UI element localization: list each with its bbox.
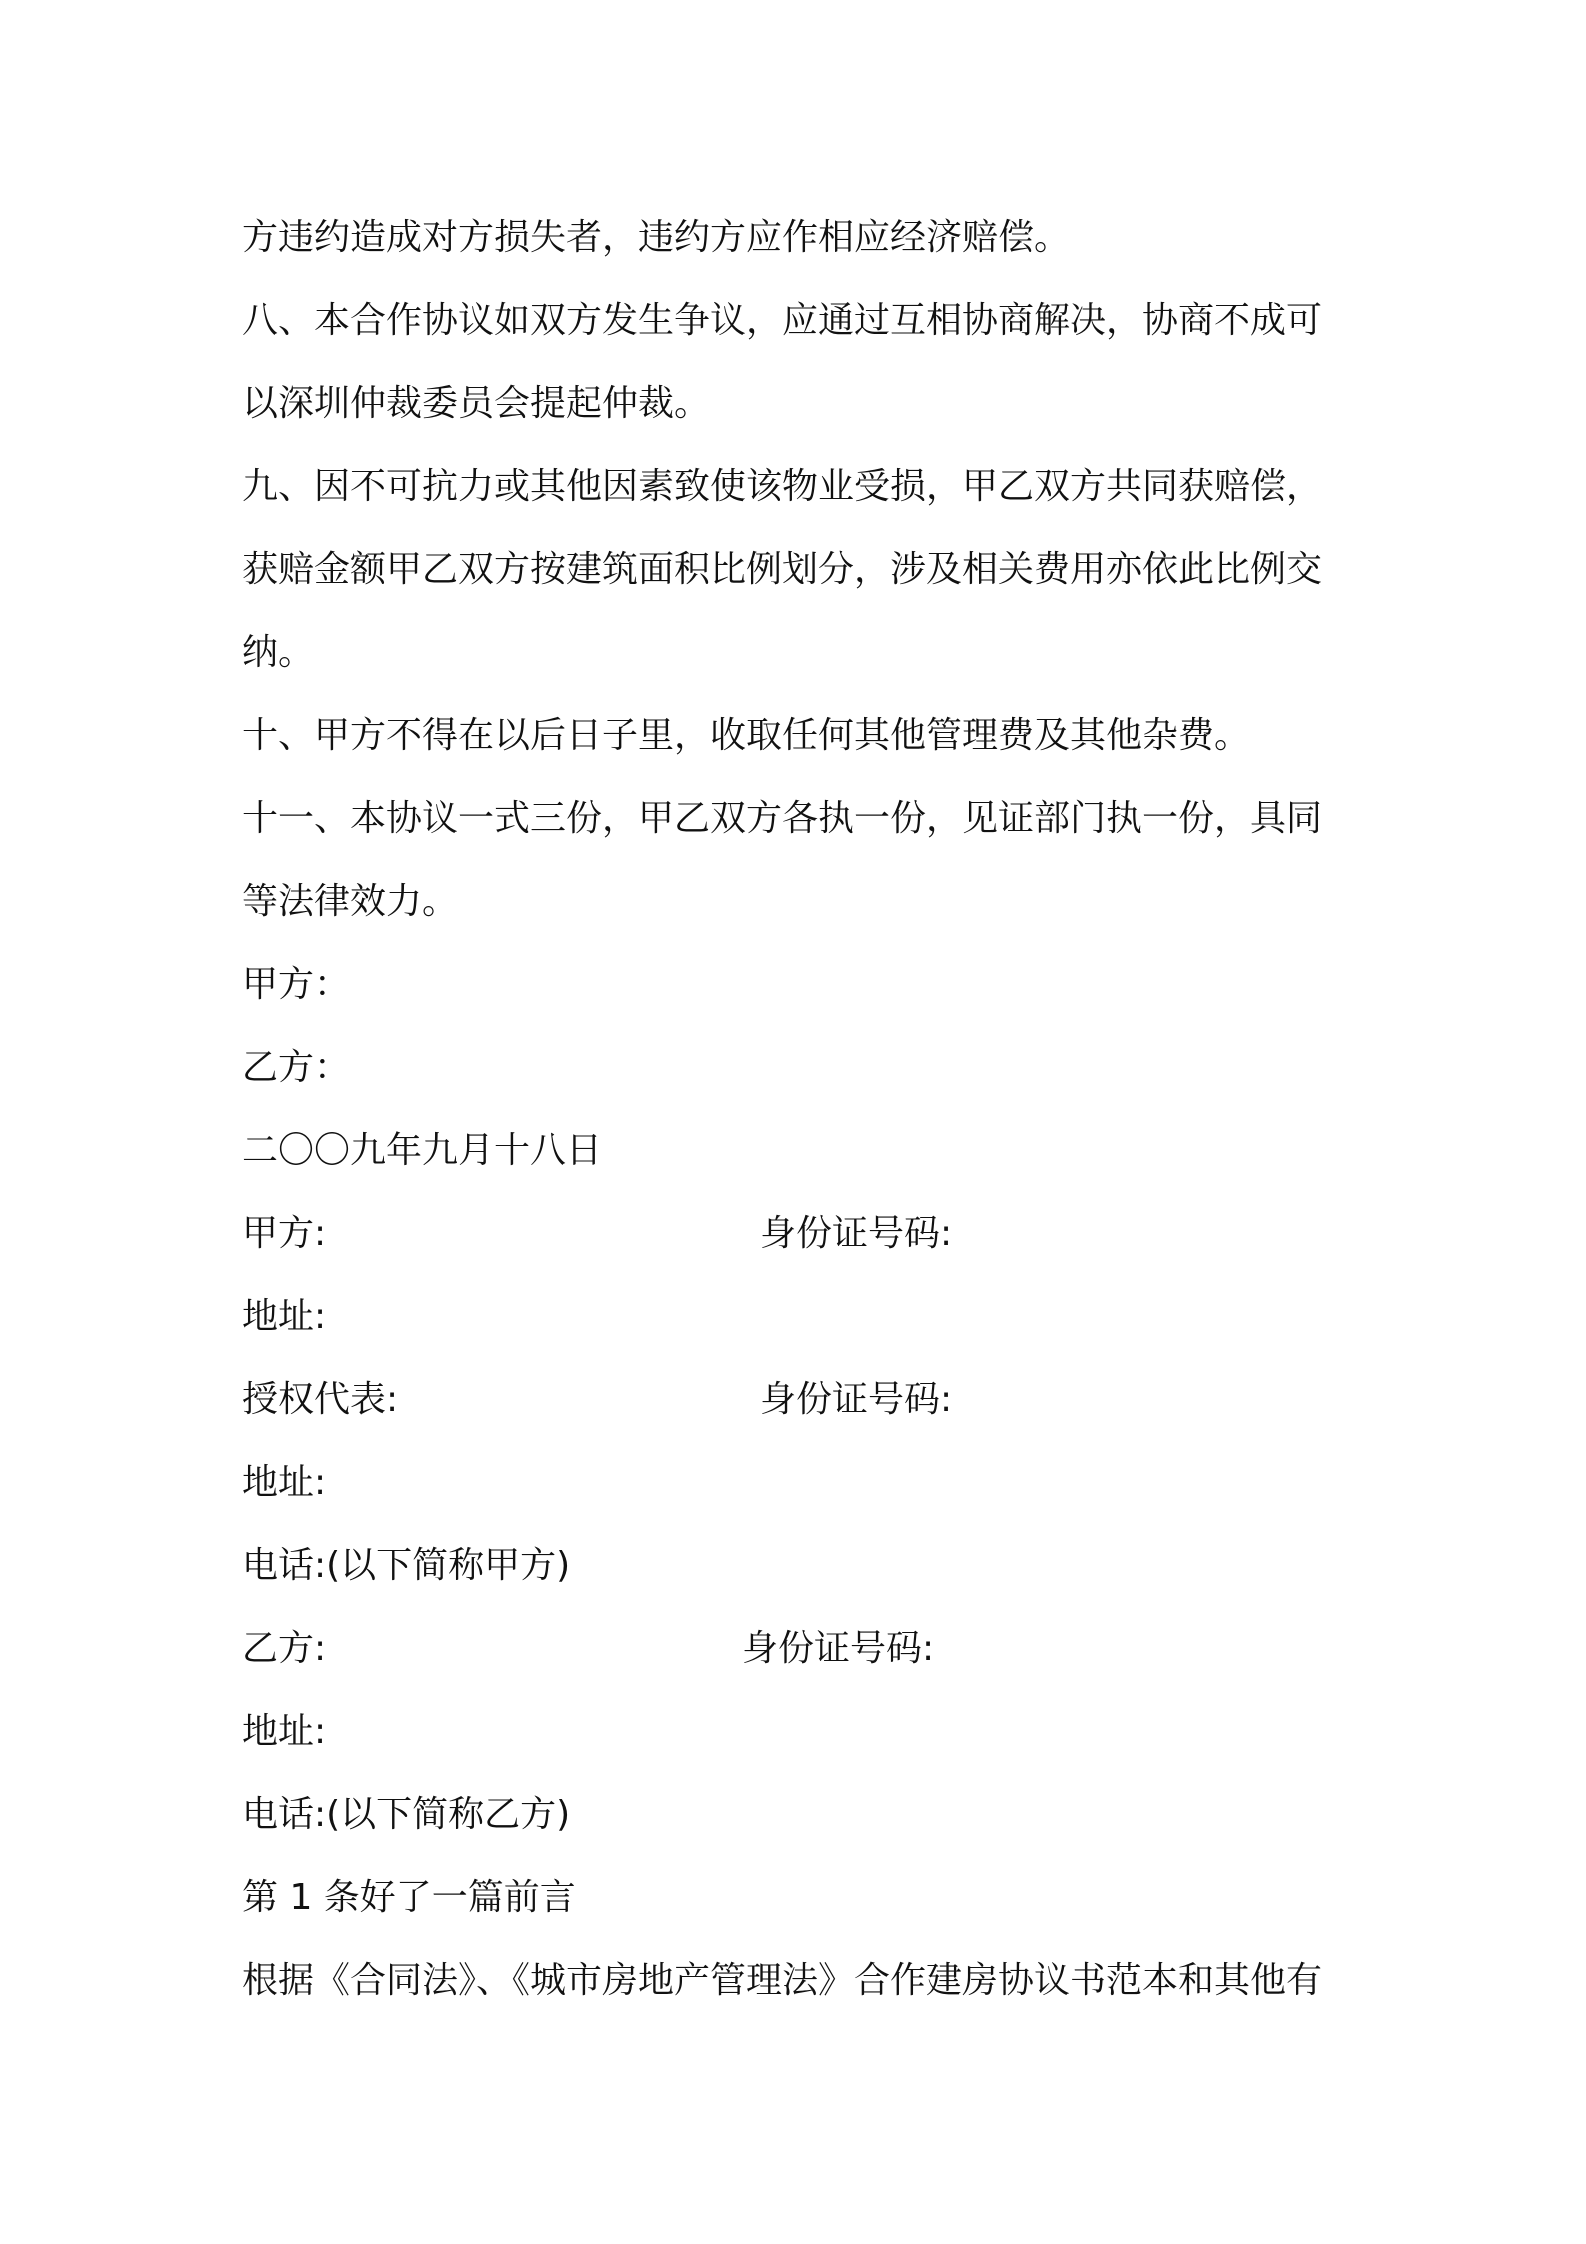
representative-address-label: 地址: xyxy=(242,1462,327,1503)
signing-date: 二〇〇九年九月十八日 xyxy=(242,1130,603,1171)
party-a-row xyxy=(242,1192,1352,1275)
party-a-id-label: 身份证号码: xyxy=(760,1213,953,1254)
party-b-phone-label: 电话:(以下简称乙方) xyxy=(242,1794,571,1835)
paragraph-line: 获赔金额甲乙双方按建筑面积比例划分，涉及相关费用亦依此比例交 xyxy=(242,549,1323,590)
representative-row xyxy=(242,1358,1352,1441)
paragraph-line: 等法律效力。 xyxy=(242,881,459,922)
party-b-row xyxy=(242,1607,1352,1690)
party-a-label: 甲方: xyxy=(242,1213,327,1254)
paragraph-line: 十、甲方不得在以后日子里，收取任何其他管理费及其他杂费。 xyxy=(242,715,1251,756)
paragraph-line: 根据《合同法》、《城市房地产管理法》合作建房协议书范本和其他有 xyxy=(242,1960,1323,2001)
paragraph-line: 以深圳仲裁委员会提起仲裁。 xyxy=(242,383,711,424)
paragraph-line: 九、因不可抗力或其他因素致使该物业受损，甲乙双方共同获赔偿， xyxy=(242,466,1323,507)
document-body xyxy=(242,196,1352,2022)
signature-party-b-label: 乙方： xyxy=(242,1047,351,1088)
representative-label: 授权代表: xyxy=(242,1379,399,1420)
paragraph-line: 八、本合作协议如双方发生争议，应通过互相协商解决，协商不成可 xyxy=(242,300,1323,341)
paragraph-line: 纳。 xyxy=(242,632,315,673)
party-b-id-label: 身份证号码: xyxy=(742,1628,935,1669)
signature-party-a-label: 甲方： xyxy=(242,964,351,1005)
party-a-phone-label: 电话:(以下简称甲方) xyxy=(242,1545,571,1586)
paragraph-line: 十一、本协议一式三份，甲乙双方各执一份，见证部门执一份，具同 xyxy=(242,798,1323,839)
section-title: 第 1 条好了一篇前言 xyxy=(242,1877,576,1918)
party-b-label: 乙方: xyxy=(242,1628,327,1669)
paragraph-line: 方违约造成对方损失者，违约方应作相应经济赔偿。 xyxy=(242,217,1071,258)
party-b-address-label: 地址: xyxy=(242,1711,327,1752)
party-a-address-label: 地址: xyxy=(242,1296,327,1337)
representative-id-label: 身份证号码: xyxy=(760,1379,953,1420)
